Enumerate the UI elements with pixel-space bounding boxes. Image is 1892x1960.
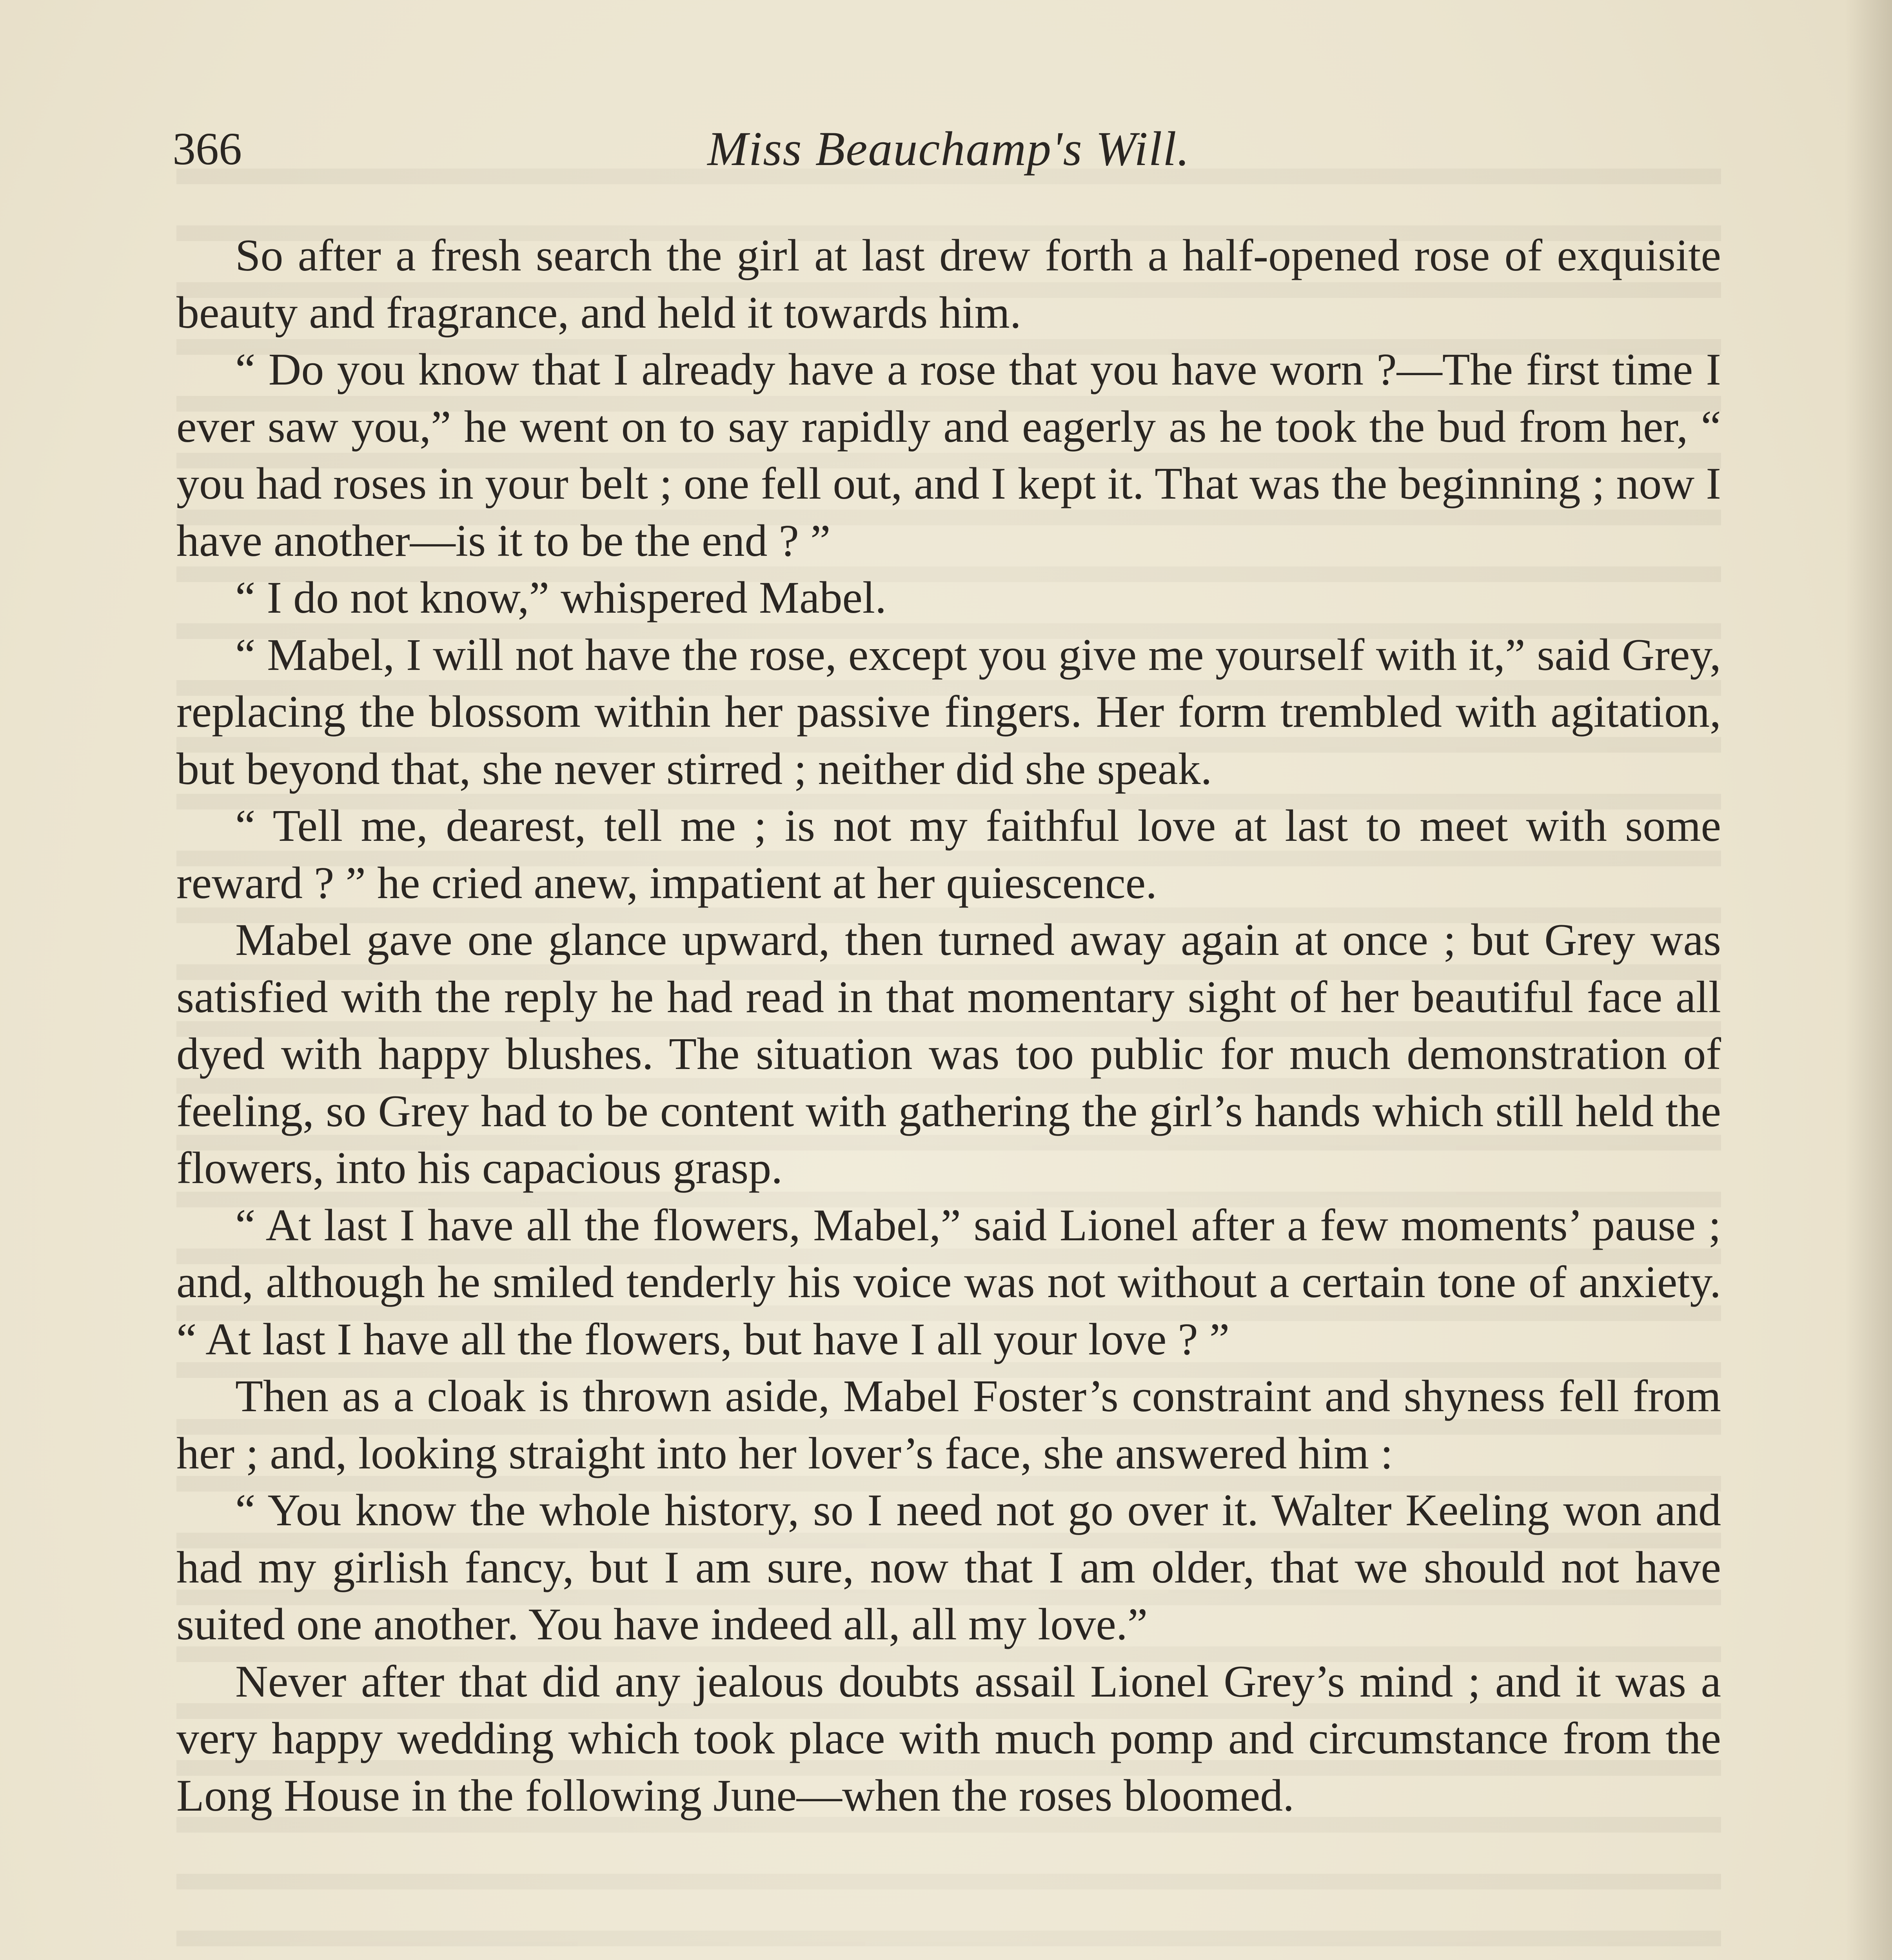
paragraph: “ Tell me, dearest, tell me ; is not my faithful love at last to meet with some reward ? ” he cried anew, impatient at her quiescence. xyxy=(176,801,1721,908)
paragraph: “ I do not know,” whispered Mabel. xyxy=(235,573,887,623)
paragraph: So after a fresh search the girl at last drew forth a half-opened rose of exquisite beauty and fragrance, and held it towards him. xyxy=(176,230,1721,338)
paragraph: Then as a cloak is thrown aside, Mabel Foster’s constraint and shyness fell from her ; and, looking straight into her lover’s face, she answered him : xyxy=(176,1371,1721,1479)
page-gutter-shadow xyxy=(1845,0,1892,1960)
page-number: 366 xyxy=(172,123,242,174)
running-title: Miss Beauchamp's Will. xyxy=(707,122,1190,176)
paragraph: Mabel gave one glance upward, then turned away again at once ; but Grey was satisfied with the reply he had read in that momentary sight of her beautiful face all dyed with happy blushes. The situation was too public for much demonstration of feeling, so Grey had to be content with gathering the girl’s hands which still held the flowers, into his capacious grasp. xyxy=(176,915,1721,1193)
paragraph: “ Do you know that I already have a rose that you have worn ?—The first time I ever saw you,” he went on to say rapidly and eagerly as he took the bud from her, “ you had roses in your belt ; one fell out, and I kept it. That was the beginning ; now I have another—is it to be the end ? ” xyxy=(176,345,1721,566)
paragraph: “ You know the whole history, so I need not go over it. Walter Keeling won and had my girlish fancy, but I am sure, now that I am older, that we should not have suited one another. You have indeed all, all my love.” xyxy=(176,1485,1721,1650)
body-text xyxy=(176,227,1721,1824)
paragraph: Never after that did any jealous doubts assail Lionel Grey’s mind ; and it was a very happy wedding which took place with much pomp and circumstance from the Long House in the following June—when the roses bloomed. xyxy=(176,1656,1721,1821)
paragraph: “ Mabel, I will not have the rose, except you give me yourself with it,” said Grey, replacing the blossom within her passive fingers. Her form trembled with agitation, but beyond that, she never stirred ; neither did she speak. xyxy=(176,630,1721,794)
paragraph: “ At last I have all the flowers, Mabel,” said Lionel after a few moments’ pause ; and, although he smiled tenderly his voice was not without a certain tone of anxiety. “ At last I have all the flowers, but have I all your love ? ” xyxy=(176,1200,1721,1365)
running-header xyxy=(172,118,1725,180)
